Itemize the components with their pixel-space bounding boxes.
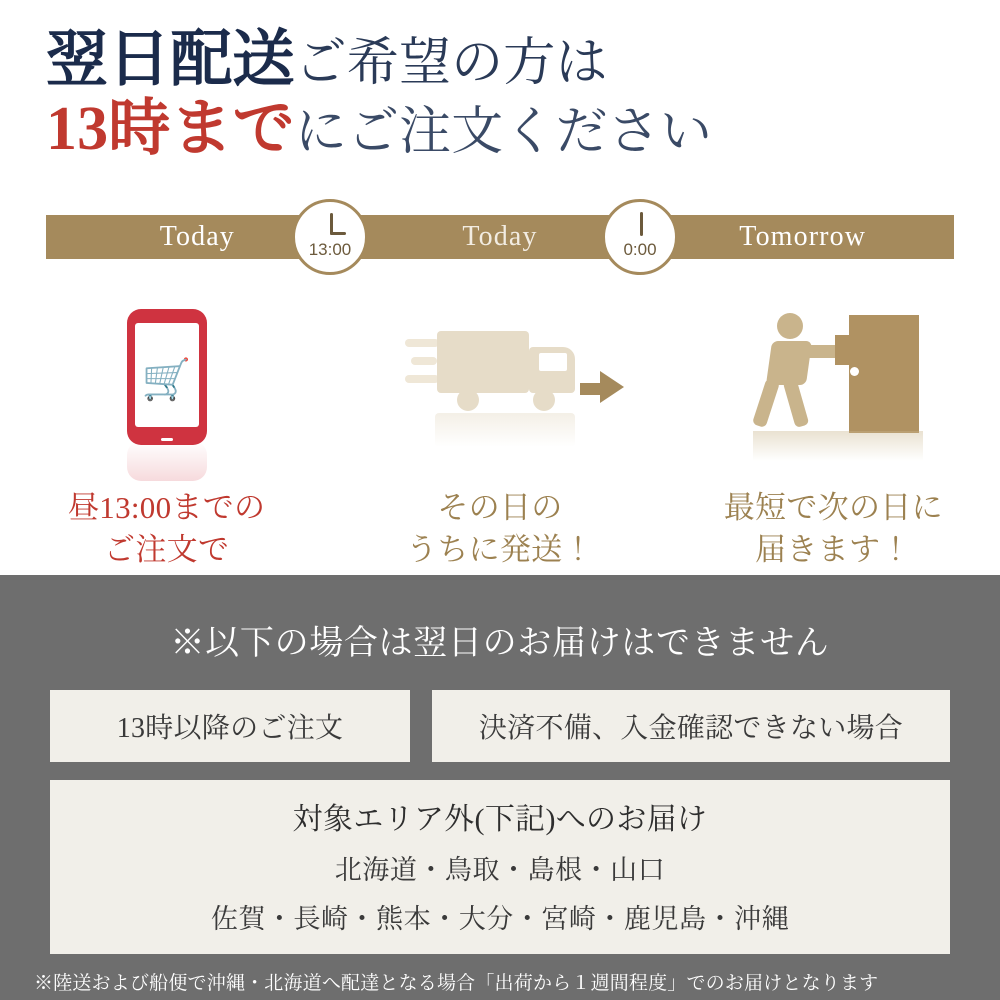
step-1-icon-cell [0,301,333,481]
truck-wheel [457,389,479,411]
step-3-caption-line1: 最短で次の日に [723,489,943,525]
headline-line2-rest: にご注文ください [294,104,713,162]
out-of-area-title: 対象エリア外(下記)へのお届け [292,803,708,836]
speed-line [411,357,437,365]
smartphone-cart-icon [127,309,207,445]
phone-reflection [127,441,207,481]
step-1-caption [0,487,333,571]
exception-chip-2: 決済不備、入金確認できない場合 [432,690,950,762]
steps-icons-row [0,301,1000,481]
timeline-segment-2: Today [462,220,538,252]
timeline-segment-3: Tomorrow [739,220,867,252]
clock-icon-13 [292,199,368,275]
clock-2-time: 0:00 [623,239,657,259]
out-of-area-line-1: 北海道・鳥取・島根・山口 [334,855,666,885]
step-2-caption [333,487,666,571]
headline-line2-strong: 13時まで [46,95,295,164]
exceptions-panel [0,575,1000,1000]
out-of-area-box [50,780,950,954]
parcel-box [835,335,865,365]
headline-line1-rest: ご希望の方は [294,35,608,92]
step-2-caption-line1: その日の [437,489,563,525]
clock-icon-0 [602,199,678,275]
delivery-person-door-icon [723,309,943,439]
step-1-caption-line2: ご注文で [104,531,230,567]
headline-line-1 [46,26,1000,95]
step-1-caption-line1: 昼13:00までの [67,489,266,525]
delivery-truck-icon [405,309,595,429]
delivery-timeline [0,187,1000,287]
steps-caption-row [0,487,1000,571]
truck-wheel [533,389,555,411]
truck-body [437,331,529,393]
step-3-icon-cell [667,301,1000,481]
clock-1-time: 13:00 [308,239,352,259]
timeline-labels [46,215,954,259]
shopping-cart-icon: 🛒 [141,357,192,402]
door-shape [849,315,919,433]
exceptions-title: ※以下の場合は翌日のお届けはできません [170,625,830,662]
speed-line [405,339,439,347]
out-of-area-line-2: 佐賀・長崎・熊本・大分・宮崎・鹿児島・沖縄 [210,904,790,934]
exception-chip-1: 13時以降のご注文 [50,690,410,762]
arrow-right-icon [600,371,624,403]
person-leg [752,378,780,428]
step-2-caption-line2: うちに発送！ [406,531,594,567]
shipping-note: ※陸送および船便で沖縄・北海道へ配達となる場合「出荷から１週間程度」でのお届けとなります [34,973,879,994]
delivery-reflection [753,431,923,461]
headline-line-2 [46,95,1000,164]
truck-reflection [435,413,575,447]
truck-window [539,353,567,371]
person-head [777,313,803,339]
headline-block [0,0,1000,165]
step-3-caption-line2: 届きます！ [755,531,912,567]
person-leg [783,378,810,428]
headline-line1-strong: 翌日配送 [46,26,295,94]
clock-hour-hand [330,232,346,235]
exception-chips [50,690,950,762]
step-3-caption [667,487,1000,571]
clock-minute-hand [640,212,643,236]
timeline-segment-1: Today [159,220,235,252]
speed-line [405,375,439,383]
